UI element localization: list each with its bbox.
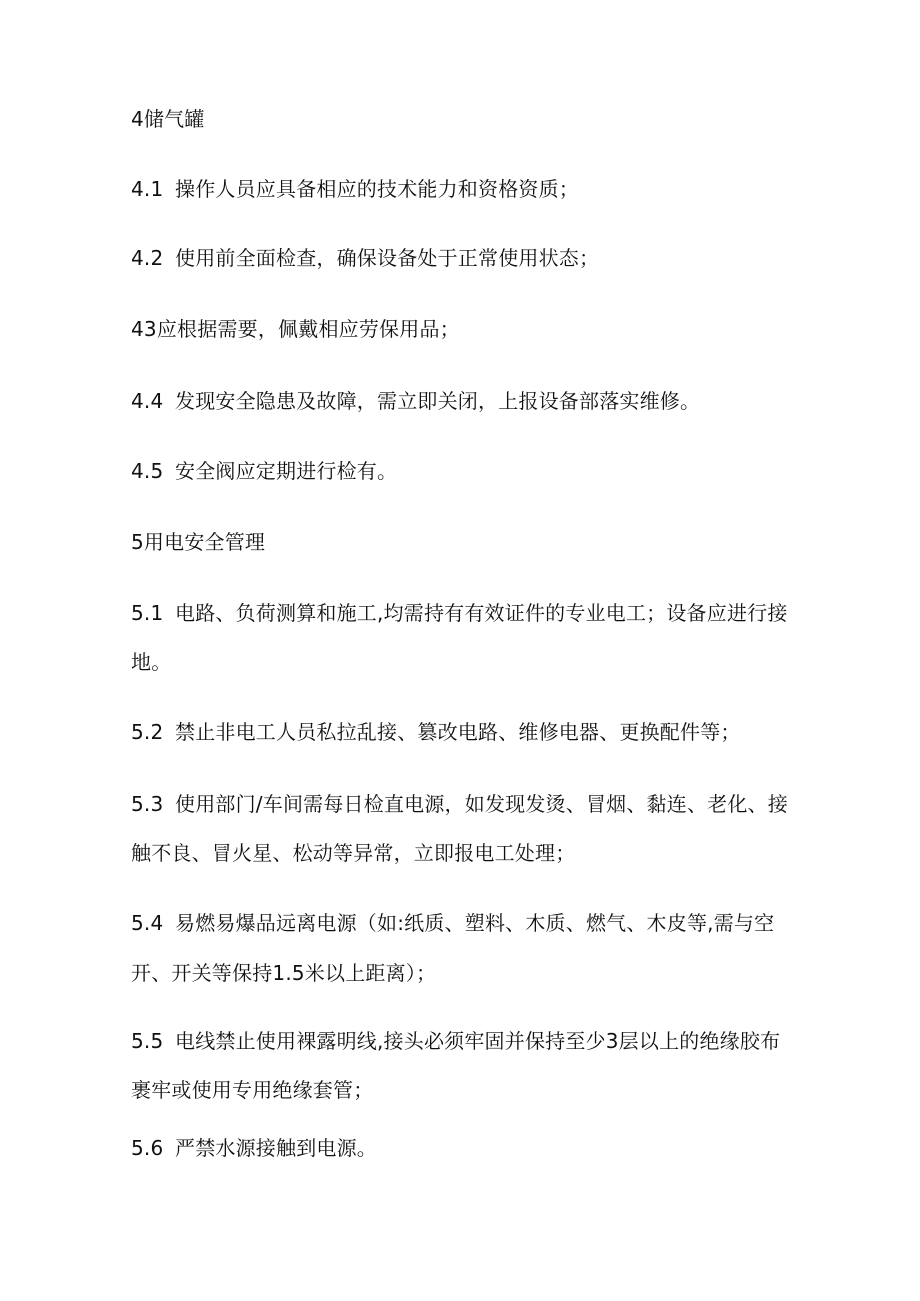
- item-text: 使用部门/车间需每日检直电源，如发现发烫、冒烟、黏连、老化、接: [175, 792, 788, 816]
- item-4-1: [131, 177, 579, 201]
- item-5-1-continuation: 地。: [131, 650, 172, 674]
- item-4-2: [131, 246, 599, 270]
- item-number: 5.1: [131, 601, 164, 625]
- section-4-heading: 4储气罐: [131, 107, 205, 131]
- item-text: 安全阀应定期进行检有。: [175, 459, 398, 483]
- item-5-3-continuation: 触不良、冒火星、松动等异常，立即报电工处理；: [131, 841, 576, 865]
- item-text: 电路、负荷测算和施工,均需持有有效证件的专业电工；设备应进行接: [175, 601, 788, 625]
- item-5-3: [131, 792, 788, 816]
- item-number: 5.3: [131, 792, 164, 816]
- section-5-heading: 5用电安全管理: [131, 530, 266, 554]
- item-5-2: [131, 720, 741, 744]
- item-5-5-continuation: 裹牢或使用专用绝缘套管；: [131, 1078, 374, 1102]
- item-number: 5.2: [131, 720, 164, 744]
- item-text: 电线禁止使用裸露明线,接头必须牢固并保持至少3层以上的绝缘胶布: [175, 1029, 781, 1053]
- item-text: 严禁水源接触到电源。: [175, 1136, 377, 1160]
- item-5-5: [131, 1029, 780, 1053]
- item-text: 禁止非电工人员私拉乱接、篡改电路、维修电器、更换配件等；: [175, 720, 741, 744]
- item-number: 4.5: [131, 459, 164, 483]
- item-4-4: [131, 389, 700, 413]
- item-number: 5.5: [131, 1029, 164, 1053]
- item-number: 4.1: [131, 177, 164, 201]
- item-5-1: [131, 601, 788, 625]
- item-text: 发现安全隐患及故障，需立即关闭，上报设备部落实维修。: [175, 389, 701, 413]
- item-number: 4.4: [131, 389, 164, 413]
- item-number: 5.4: [131, 911, 164, 935]
- item-text: 易燃易爆品远离电源（如:纸质、塑料、木质、燃气、木皮等,需与空: [175, 911, 775, 935]
- item-4-5: [131, 459, 397, 483]
- item-number: 5.6: [131, 1136, 164, 1160]
- item-number: 4.2: [131, 246, 164, 270]
- item-5-4: [131, 911, 774, 935]
- item-5-6: [131, 1136, 377, 1160]
- item-text: 43应根据需要，佩戴相应劳保用品；: [131, 317, 460, 341]
- item-5-4-continuation: 开、开关等保持1.5米以上距离）；: [131, 961, 437, 985]
- item-text: 操作人员应具备相应的技术能力和资格资质；: [175, 177, 579, 201]
- item-4-3: [131, 317, 460, 341]
- item-text: 使用前全面检查，确保设备处于正常使用状态；: [175, 246, 600, 270]
